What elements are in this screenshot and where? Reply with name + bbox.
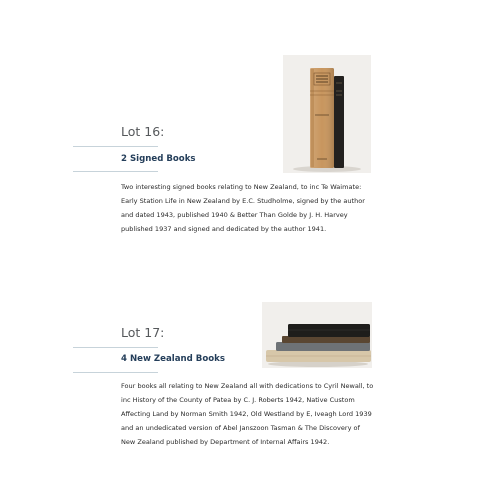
signed-books-image [283,55,371,173]
lot-16-photo [283,55,371,173]
divider [73,372,158,373]
lot-number: Lot 16: [121,124,165,139]
lot-title: 4 New Zealand Books [121,354,225,364]
lot-description: Four books all relating to New Zealand all with dedications to Cyril Newall, to inc History of the County of Patea by C. J. Roberts 1942, Native Custom Affecting Land by Norman Smith 1942, Old Westland by E, Iveagh Lord 1939 and an undedicated version of Abel Janszoon Tasman & The Discovery of New Zealand published by Department of Internal Affairs 1942. [121,382,374,446]
divider [73,171,158,172]
divider [73,146,158,147]
lot-number: Lot 17: [121,325,165,340]
lot-title: 2 Signed Books [121,154,196,164]
lot-17-photo [262,302,372,368]
book-stack-image [262,302,372,368]
lot-description: Two interesting signed books relating to New Zealand, to inc Te Waimate: Early Station Life in New Zealand by E.C. Studholme, signed by the author and dated 1943, published 1940 & Better Than Golde by J. H. Harvey published 1937 and signed and dedicated by the author 1941. [121,183,365,233]
divider [73,347,158,348]
